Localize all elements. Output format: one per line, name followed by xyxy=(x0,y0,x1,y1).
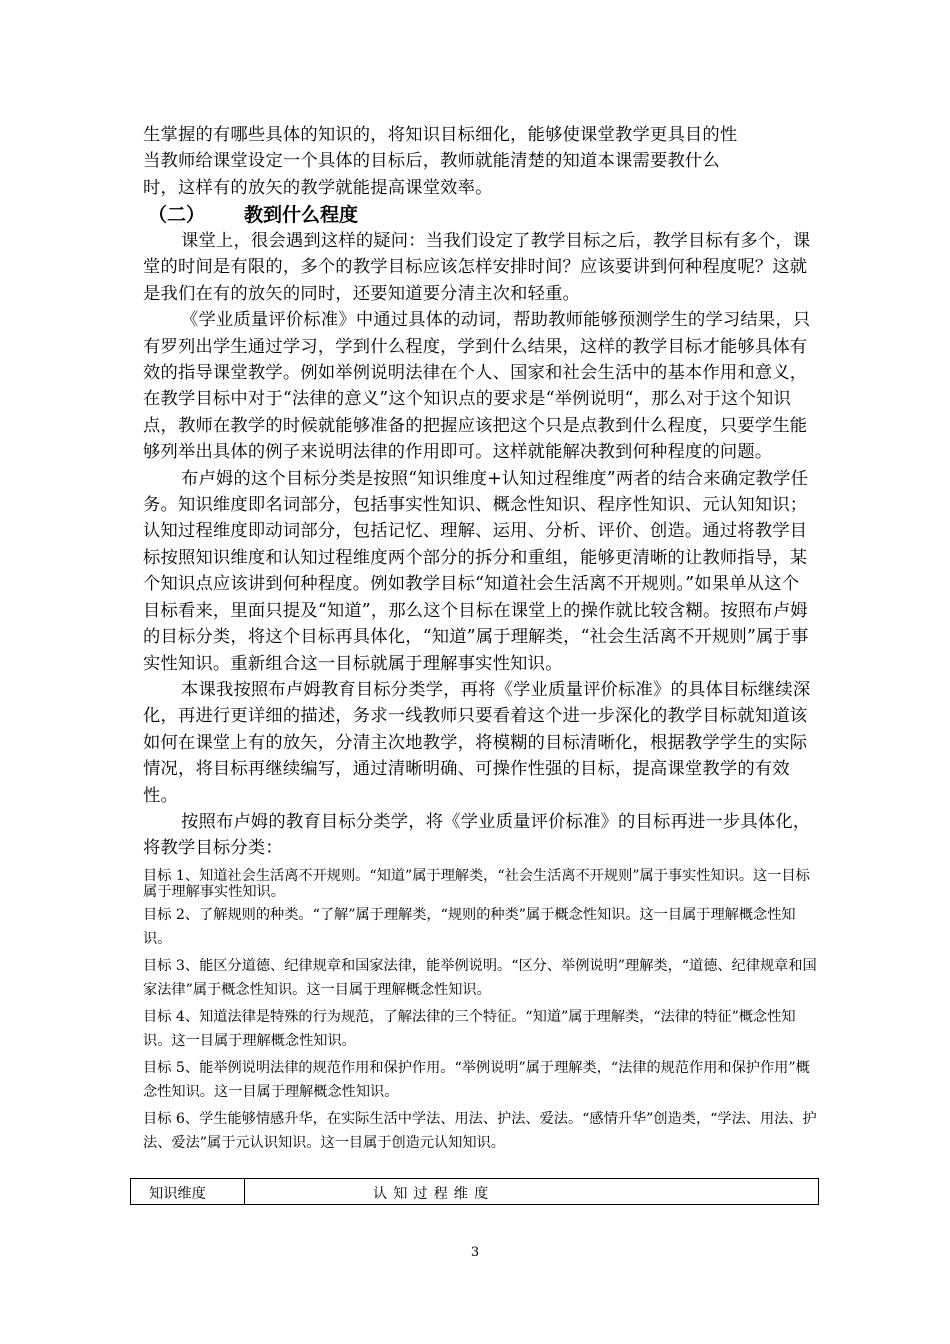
goal-item: 目标 5、能举例说明法律的规范作用和保护作用。“举例说明”属于理解类，“法律的规范作用和保护作用”概念性知识。这一目属于理解概念性知识。 xyxy=(143,1060,810,1100)
intro-line-2: 当教师给课堂设定一个具体的目标后，教师就能清楚的知道本课需要教什么 xyxy=(143,151,720,172)
table-header-knowledge-dimension: 知识维度 xyxy=(149,1186,206,1202)
goal-list xyxy=(143,868,819,1155)
dimension-table xyxy=(130,1178,819,1205)
paragraph: 《学业质量评价标准》中通过具体的动词，帮助教师能够预测学生的学习结果，只有罗列出学生通过学习，学到什么程度，学到什么结果，这样的教学目标才能够具体有效的指导课堂教学。例如举例说明法律在个人、国家和社会生活中的基本作用和意义，在教学目标中对于“法律的意义”这个知识点的要求是“举例说明“，那么对于这个知识点，教师在教学的时候就能够准备的把握应该把这个只是点教到什么程度，只要学生能够列举出具体的例子来说明法律的作用即可。这样就能解决教到何种程度的问题。 xyxy=(143,310,811,463)
intro-line-1: 生掌握的有哪些具体的知识的，将知识目标细化，能够使课堂教学更具目的性 xyxy=(143,125,738,145)
paragraph: 布卢姆的这个目标分类是按照“知识维度+认知过程维度”两者的结合来确定教学任务。知识维度即名词部分，包括事实性知识、概念性知识、程序性知识、元认知知识；认知过程维度即动词部分，包括记忆、理解、运用、分析、评价、创造。通过将教学目标按照知识维度和认知过程维度两个部分的拆分和重组，能够更清晰的让教师指导，某个知识点应该讲到何种程度。例如教学目标“知道社会生活离不开规则。”如果单从这个目标看来，里面只提及“知道”，那么这个目标在课堂上的操作就比较含糊。按照布卢姆的目标分类，将这个目标再具体化，“知道”属于理解类，“社会生活离不开规则”属于事实性知识。重新组合这一目标就属于理解事实性知识。 xyxy=(143,468,809,674)
table-header-cognitive-dimension: 认知过程维度 xyxy=(373,1186,495,1202)
goal-item: 目标 2、了解规则的种类。“了解”属于理解类，“规则的种类”属于概念性知识。这一目属于理解概念性知识。 xyxy=(143,907,796,947)
intro-line-3: 时，这样有的放矢的教学就能提高课堂效率。 xyxy=(143,177,493,198)
section-heading xyxy=(148,203,358,227)
paragraph: 课堂上，很会遇到这样的疑问：当我们设定了教学目标之后，教学目标有多个，课堂的时间是有限的，多个的教学目标应该怎样安排时间？应该要讲到何种程度呢？这就是我们在有的放矢的同时，还要知道要分清主次和轻重。 xyxy=(143,231,811,304)
goal-item: 目标 1、知道社会生活离不开规则。“知道”属于理解类，“社会生活离不开规则”属于事实性知识。这一目标属于理解事实性知识。 xyxy=(143,868,810,900)
page-number: 3 xyxy=(470,1245,480,1260)
intro-paragraph xyxy=(143,122,813,201)
table-cell-knowledge xyxy=(131,1179,245,1204)
goal-item: 目标 3、能区分道德、纪律规章和国家法律，能举例说明。“区分、举例说明”理解类，“道德、纪律规章和国家法律”属于概念性知识。这一目属于理解概念性知识。 xyxy=(143,958,817,998)
section-number: （二） xyxy=(148,204,206,226)
section-body xyxy=(143,228,813,862)
section-title: 教到什么程度 xyxy=(244,204,359,226)
goal-item: 目标 6、学生能够情感升华，在实际生活中学法、用法、护法、爱法。“感情升华”创造类，“学法、用法、护法、爱法”属于元认识知识。这一目属于创造元认知知识。 xyxy=(143,1111,817,1151)
paragraph: 按照布卢姆的教育目标分类学，将《学业质量评价标准》的目标再进一步具体化，将教学目标分类： xyxy=(143,811,811,859)
paragraph: 本课我按照布卢姆教育目标分类学，再将《学业质量评价标准》的具体目标继续深化，再进行更详细的描述，务求一线教师只要看着这个进一步深化的教学目标就知道该如何在课堂上有的放矢，分清主次地教学，将模糊的目标清晰化，根据教学学生的实际情况，将目标再继续编写，通过清晰明确、可操作性强的目标，提高课堂教学的有效性。 xyxy=(143,679,811,806)
goal-item: 目标 4、知道法律是特殊的行为规范，了解法律的三个特征。“知道”属于理解类，“法律的特征”概念性知识。这一目属于理解概念性知识。 xyxy=(143,1009,796,1049)
